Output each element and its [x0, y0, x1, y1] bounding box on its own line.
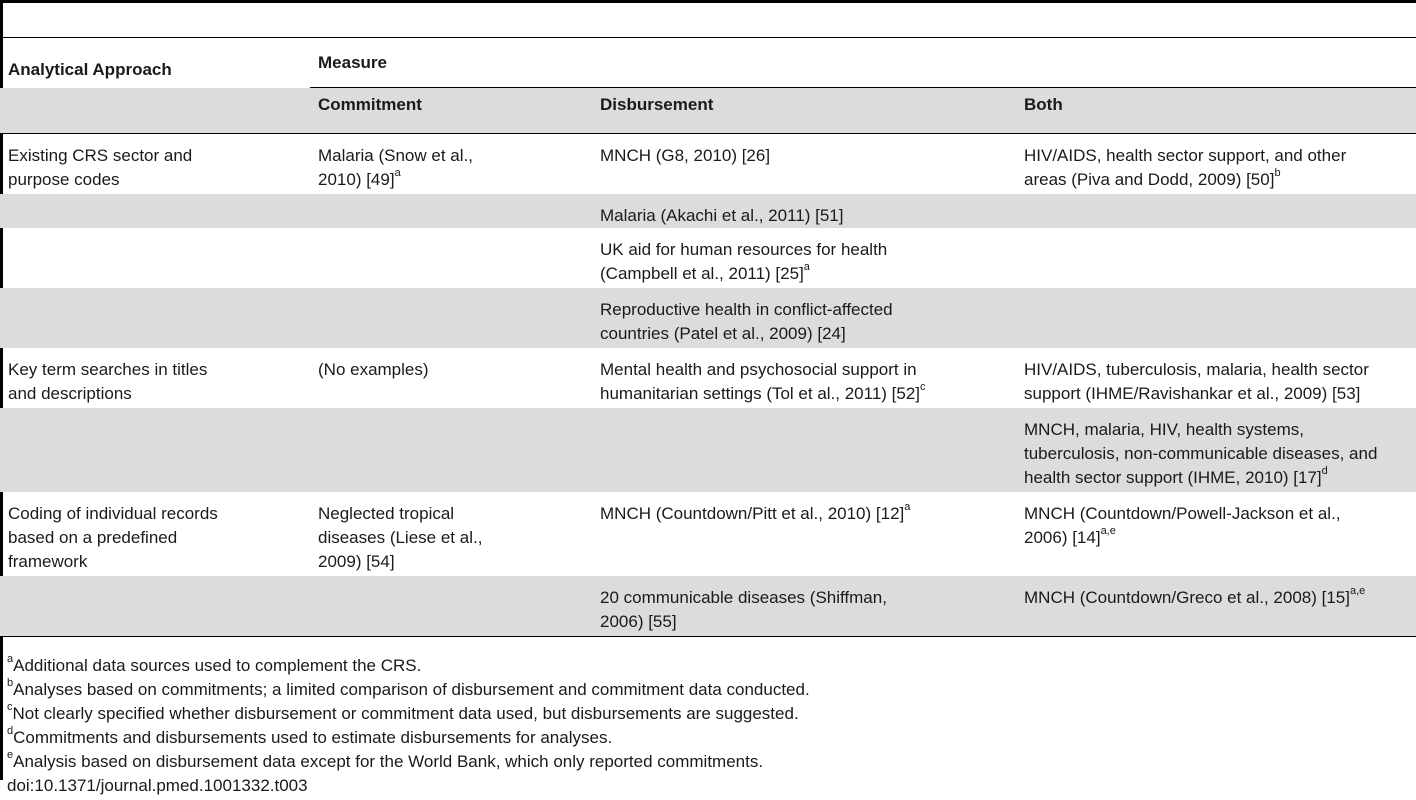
footnote-text: Commitments and disbursements used to estimate disbursements for analyses. — [13, 728, 613, 747]
table-row — [0, 228, 1416, 288]
cell-text: HIV/AIDS, tuberculosis, malaria, health sector — [1024, 360, 1369, 379]
cell-text: Reproductive health in conflict-affected — [600, 300, 893, 319]
cell-text: MNCH (G8, 2010) [26] — [600, 146, 771, 165]
footnote-e — [7, 750, 810, 774]
cell-approach — [0, 408, 310, 492]
footnote-marker: a — [803, 261, 810, 274]
cell-approach — [0, 492, 310, 576]
cell-approach — [0, 194, 310, 228]
cell-disbursement — [592, 408, 1016, 492]
cell-commitment — [310, 408, 592, 492]
approaches-table — [0, 37, 1416, 637]
cell-text: and descriptions — [8, 384, 132, 403]
footnote-marker: c — [920, 381, 926, 394]
cell-text: 20 communicable diseases (Shiffman, — [600, 588, 887, 607]
cell-text: MNCH (Countdown/Pitt et al., 2010) $[12]^a$ — [600, 501, 911, 523]
cell-both — [1016, 194, 1416, 228]
footnote-list — [7, 654, 810, 774]
cell-text: Malaria (Snow et al., — [318, 146, 473, 165]
footnote-marker: a — [904, 501, 911, 514]
cell-text: 2010) $[49]^a$ — [318, 167, 401, 189]
table-row — [0, 194, 1416, 228]
cell-commitment — [310, 492, 592, 576]
footnote-mark: b — [7, 677, 14, 690]
table-row — [0, 288, 1416, 348]
cell-disbursement — [592, 194, 1016, 228]
cell-text: support (IHME/Ravishankar et al., 2009) [53] — [1024, 384, 1361, 403]
cell-commitment — [310, 288, 592, 348]
cell-both — [1016, 348, 1416, 408]
table-row — [0, 134, 1416, 195]
header-disbursement: Disbursement — [592, 88, 1016, 134]
header-measure-span-2 — [1016, 38, 1416, 88]
table-row — [0, 576, 1416, 637]
cell-text: countries (Patel et al., 2009) [24] — [600, 324, 846, 343]
cell-commitment — [310, 194, 592, 228]
cell-text: MNCH (Countdown/Powell-Jackson et al., — [1024, 504, 1341, 523]
footnote-d — [7, 726, 810, 750]
cell-disbursement — [592, 576, 1016, 637]
header-measure: Measure — [310, 38, 592, 88]
cell-disbursement — [592, 348, 1016, 408]
footnote-text: Not clearly specified whether disbursement or commitment data used, but disbursements are suggested. — [12, 704, 799, 723]
cell-text: UK aid for human resources for health — [600, 240, 888, 259]
cell-text: MNCH (Countdown/Greco et al., 2008) $[15]^{a,e}$ — [1024, 585, 1366, 607]
footnote-mark: c — [7, 701, 13, 714]
header-analytical-approach: Analytical Approach — [0, 38, 310, 88]
footnote-a — [7, 654, 810, 678]
cell-text: Coding of individual records — [8, 504, 218, 523]
cell-text: Existing CRS sector and — [8, 146, 193, 165]
cell-both — [1016, 576, 1416, 637]
footnotes — [7, 654, 810, 798]
cell-both — [1016, 408, 1416, 492]
cell-disbursement — [592, 134, 1016, 195]
cell-text: humanitarian settings (Tol et al., 2011) $[52]^c$ — [600, 381, 926, 403]
cell-both — [1016, 492, 1416, 576]
cell-text: Key term searches in titles — [8, 360, 208, 379]
header-measure-span — [592, 38, 1016, 88]
cell-text: 2006) [55] — [600, 612, 677, 631]
doi-text: doi:10.1371/journal.pmed.1001332.t003 — [7, 776, 308, 795]
footnote-marker: a,e — [1100, 525, 1116, 538]
cell-text: framework — [8, 552, 88, 571]
cell-text: 2006) $[14]^{a,e}$ — [1024, 525, 1116, 547]
cell-disbursement — [592, 492, 1016, 576]
cell-both — [1016, 228, 1416, 288]
cell-approach — [0, 228, 310, 288]
cell-commitment — [310, 134, 592, 195]
cell-text: diseases (Liese et al., — [318, 528, 483, 547]
header-row-sub — [0, 88, 1416, 134]
cell-text: 2009) [54] — [318, 552, 395, 571]
header-row-top — [0, 38, 1416, 88]
cell-disbursement — [592, 228, 1016, 288]
cell-text: MNCH, malaria, HIV, health systems, — [1024, 420, 1304, 439]
header-approach-blank — [0, 88, 310, 134]
cell-commitment — [310, 348, 592, 408]
cell-text: health sector support (IHME, 2010) $[17]^d$ — [1024, 465, 1328, 487]
footnote-text: Analyses based on commitments; a limited comparison of disbursement and commitment data conducted. — [13, 680, 810, 699]
cell-both — [1016, 134, 1416, 195]
table-body — [0, 134, 1416, 637]
table-row — [0, 408, 1416, 492]
cell-approach — [0, 348, 310, 408]
cell-text: Malaria (Akachi et al., 2011) [51] — [600, 206, 844, 225]
footnote-marker: a,e — [1349, 585, 1366, 598]
footnote-mark: d — [7, 725, 14, 738]
footnote-mark: e — [7, 749, 14, 762]
cell-text: tuberculosis, non-communicable diseases, and — [1024, 444, 1378, 463]
cell-commitment — [310, 228, 592, 288]
footnote-marker: b — [1274, 167, 1281, 180]
cell-text: purpose codes — [8, 170, 120, 189]
cell-text: (Campbell et al., 2011) $[25]^a$ — [600, 261, 810, 283]
header-both: Both — [1016, 88, 1416, 134]
cell-text: based on a predefined — [8, 528, 178, 547]
cell-both — [1016, 288, 1416, 348]
cell-commitment — [310, 576, 592, 637]
cell-disbursement — [592, 288, 1016, 348]
cell-text: Neglected tropical — [318, 504, 455, 523]
footnote-mark: a — [7, 653, 14, 666]
table-row — [0, 492, 1416, 576]
cell-text: (No examples) — [318, 360, 429, 379]
cell-text: areas (Piva and Dodd, 2009) $[50]^b$ — [1024, 167, 1281, 189]
footnote-c — [7, 702, 810, 726]
footnote-text: Additional data sources used to complement the CRS. — [13, 656, 422, 675]
table-row — [0, 348, 1416, 408]
cell-approach — [0, 134, 310, 195]
cell-approach — [0, 576, 310, 637]
footnote-text: Analysis based on disbursement data except for the World Bank, which only reported commitments. — [13, 752, 764, 771]
cell-text: HIV/AIDS, health sector support, and other — [1024, 146, 1347, 165]
table-container — [0, 37, 1416, 637]
top-frame-border — [0, 0, 1416, 3]
footnote-marker: a — [394, 167, 401, 180]
cell-approach — [0, 288, 310, 348]
header-commitment: Commitment — [310, 88, 592, 134]
cell-text: Mental health and psychosocial support in — [600, 360, 917, 379]
footnote-marker: d — [1321, 465, 1328, 478]
footnote-b — [7, 678, 810, 702]
